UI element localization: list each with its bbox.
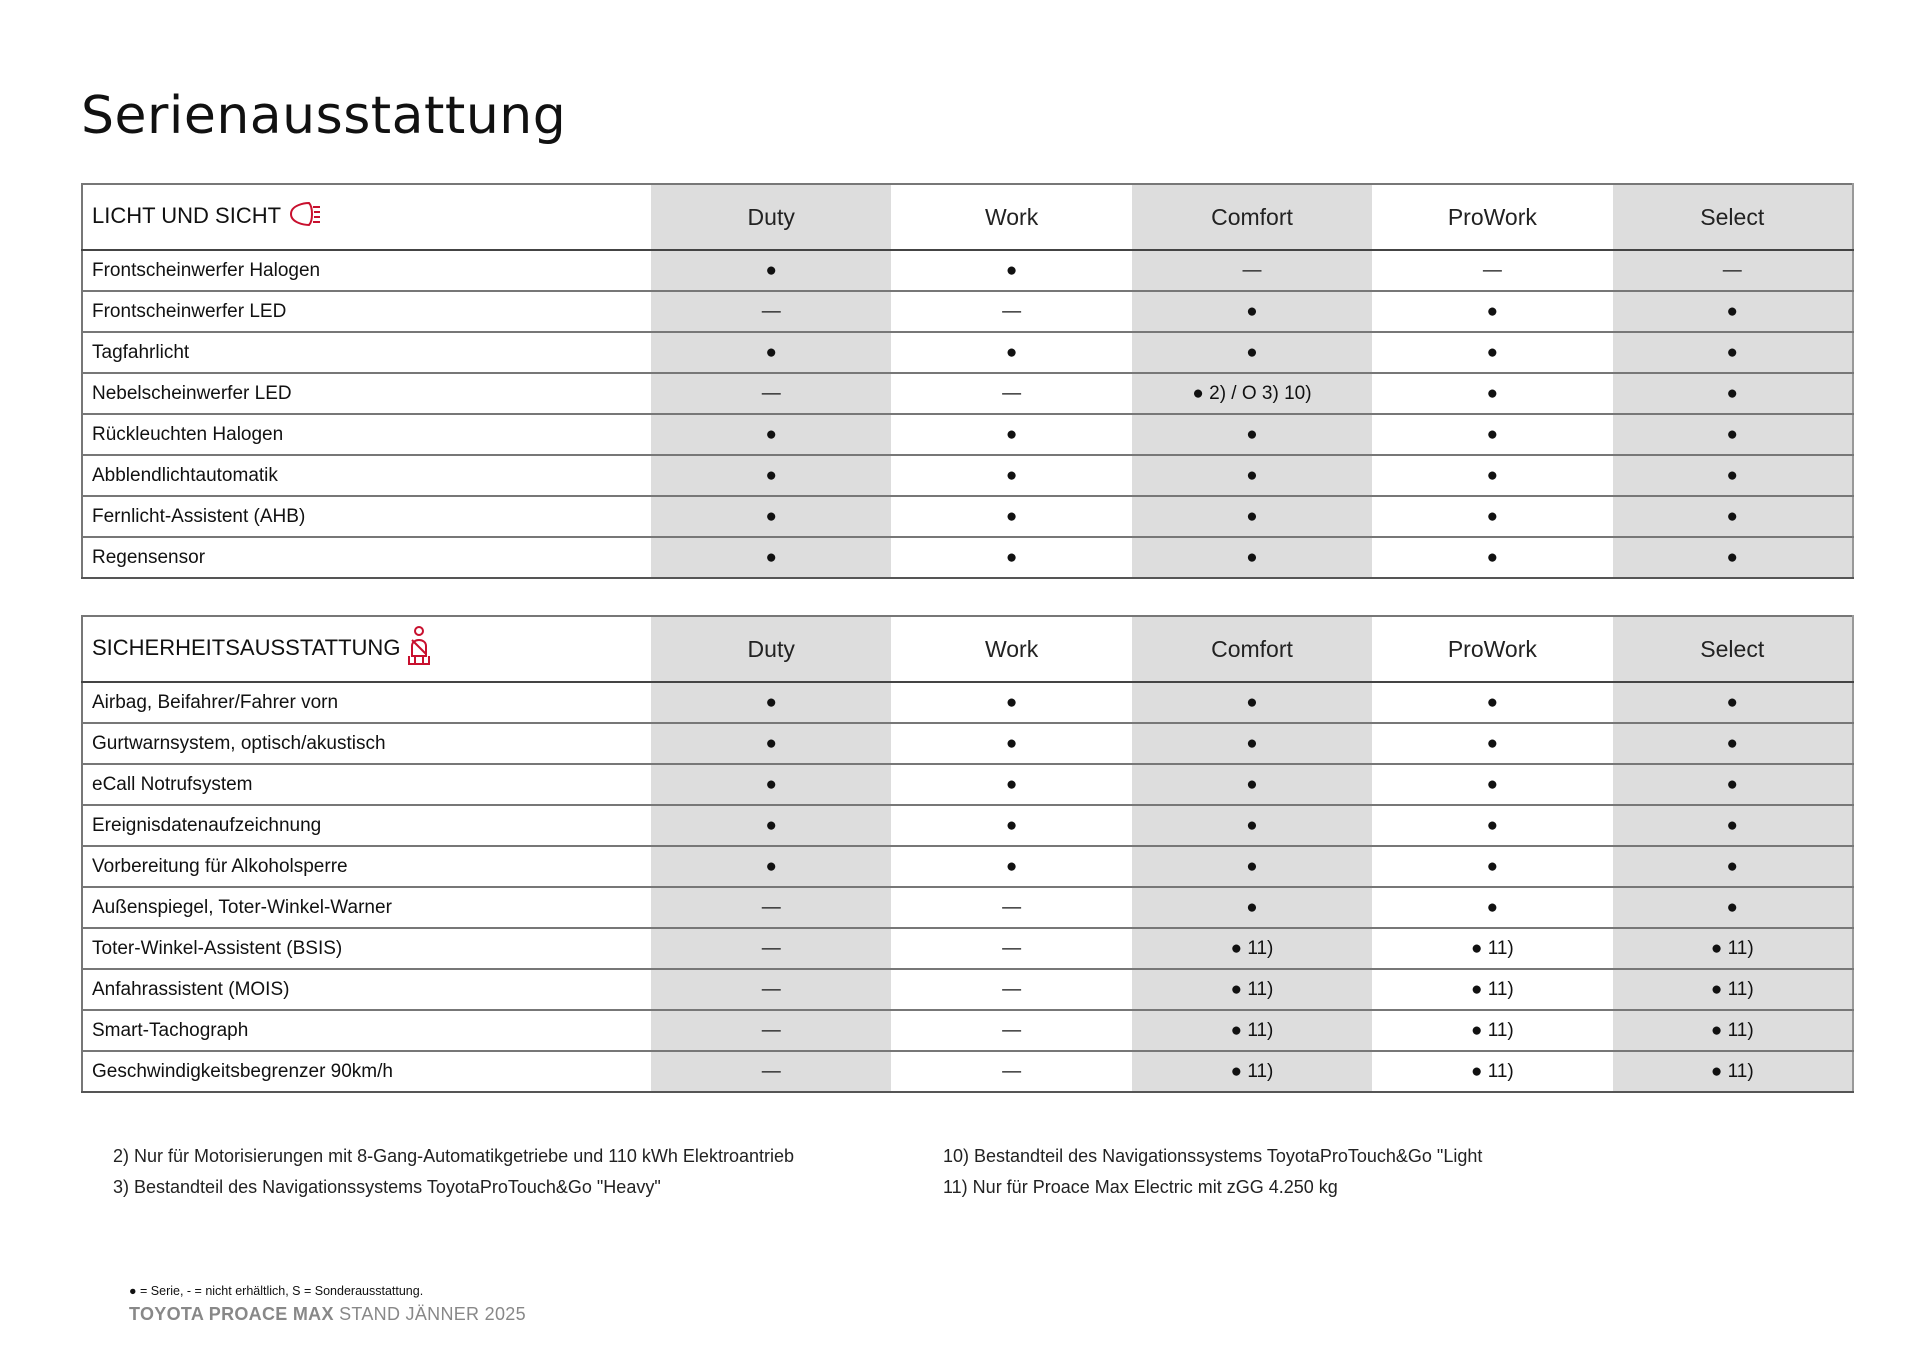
table-row	[82, 414, 1853, 455]
table-row	[82, 764, 1853, 805]
cell-select: ● 11)	[1613, 1051, 1853, 1092]
row-label: Toter-Winkel-Assistent (BSIS)	[82, 928, 651, 969]
table-row	[82, 291, 1853, 332]
brand-stand: STAND JÄNNER 2025	[333, 1304, 526, 1324]
cell-select: ●	[1613, 332, 1853, 373]
cell-duty: —	[651, 928, 891, 969]
cell-duty: —	[651, 969, 891, 1010]
cell-comfort: ●	[1132, 414, 1372, 455]
column-header-prowork: ProWork	[1372, 184, 1612, 250]
row-label: Anfahrassistent (MOIS)	[82, 969, 651, 1010]
cell-prowork: ●	[1372, 332, 1612, 373]
cell-duty: ●	[651, 537, 891, 578]
cell-select: —	[1613, 250, 1853, 291]
row-label: Rückleuchten Halogen	[82, 414, 651, 455]
cell-prowork: ●	[1372, 373, 1612, 414]
cell-work: —	[891, 928, 1131, 969]
cell-prowork: ● 11)	[1372, 928, 1612, 969]
cell-work: ●	[891, 496, 1131, 537]
cell-duty: —	[651, 373, 891, 414]
cell-select: ●	[1613, 805, 1853, 846]
cell-comfort: ● 11)	[1132, 969, 1372, 1010]
table-header-row	[82, 184, 1853, 250]
cell-work: ●	[891, 332, 1131, 373]
cell-work: —	[891, 969, 1131, 1010]
cell-select: ●	[1613, 496, 1853, 537]
table-row	[82, 846, 1853, 887]
cell-work: ●	[891, 846, 1131, 887]
cell-work: —	[891, 1051, 1131, 1092]
table-row	[82, 1051, 1853, 1092]
row-label: Außenspiegel, Toter-Winkel-Warner	[82, 887, 651, 928]
cell-duty: ●	[651, 723, 891, 764]
cell-select: ●	[1613, 764, 1853, 805]
table-row	[82, 887, 1853, 928]
table-row	[82, 682, 1853, 723]
cell-comfort: ●	[1132, 805, 1372, 846]
cell-prowork: ● 11)	[1372, 1051, 1612, 1092]
cell-comfort: ●	[1132, 291, 1372, 332]
cell-comfort: ●	[1132, 887, 1372, 928]
cell-prowork: ●	[1372, 723, 1612, 764]
table-row	[82, 1010, 1853, 1051]
brand-footer	[129, 1304, 526, 1325]
spec-table-licht-und-sicht	[81, 183, 1854, 579]
cell-work: ●	[891, 682, 1131, 723]
cell-work: ●	[891, 723, 1131, 764]
cell-select: ●	[1613, 373, 1853, 414]
cell-comfort: ●	[1132, 682, 1372, 723]
table-row	[82, 373, 1853, 414]
cell-duty: ●	[651, 496, 891, 537]
column-header-prowork: ProWork	[1372, 616, 1612, 682]
table-header-row	[82, 616, 1853, 682]
cell-select: ●	[1613, 455, 1853, 496]
footnote-3: 3) Bestandteil des Navigationssystems ToyotaProTouch&Go "Heavy"	[113, 1177, 661, 1197]
cell-comfort: ●	[1132, 455, 1372, 496]
table-row	[82, 332, 1853, 373]
table-row	[82, 969, 1853, 1010]
cell-comfort: ●	[1132, 723, 1372, 764]
cell-prowork: ● 11)	[1372, 1010, 1612, 1051]
cell-prowork: ●	[1372, 805, 1612, 846]
cell-duty: ●	[651, 805, 891, 846]
spec-table-sicherheitsausstattung	[81, 615, 1854, 1093]
cell-duty: —	[651, 1051, 891, 1092]
row-label: Geschwindigkeitsbegrenzer 90km/h	[82, 1051, 651, 1092]
table-row	[82, 455, 1853, 496]
row-label: Tagfahrlicht	[82, 332, 651, 373]
cell-select: ● 11)	[1613, 1010, 1853, 1051]
cell-duty: ●	[651, 414, 891, 455]
footnote-11: 11) Nur für Proace Max Electric mit zGG 4.250 kg	[943, 1177, 1338, 1197]
headlight-icon	[287, 201, 321, 233]
cell-prowork: ●	[1372, 455, 1612, 496]
table-row	[82, 496, 1853, 537]
cell-select: ● 11)	[1613, 969, 1853, 1010]
row-label: Fernlicht-Assistent (AHB)	[82, 496, 651, 537]
cell-select: ●	[1613, 682, 1853, 723]
row-label: Abblendlichtautomatik	[82, 455, 651, 496]
cell-comfort: ●	[1132, 332, 1372, 373]
cell-work: ●	[891, 414, 1131, 455]
cell-work: —	[891, 887, 1131, 928]
cell-work: ●	[891, 250, 1131, 291]
row-label: Vorbereitung für Alkoholsperre	[82, 846, 651, 887]
column-header-select: Select	[1613, 616, 1853, 682]
footnote-2: 2) Nur für Motorisierungen mit 8-Gang-Automatikgetriebe und 110 kWh Elektroantrieb	[113, 1146, 794, 1166]
cell-work: —	[891, 1010, 1131, 1051]
cell-work: —	[891, 373, 1131, 414]
row-label: Regensensor	[82, 537, 651, 578]
cell-comfort: ●	[1132, 846, 1372, 887]
cell-comfort: ●	[1132, 764, 1372, 805]
seatbelt-icon	[406, 626, 432, 672]
row-label: Airbag, Beifahrer/Fahrer vorn	[82, 682, 651, 723]
cell-duty: ●	[651, 682, 891, 723]
cell-comfort: ●	[1132, 496, 1372, 537]
row-label: Smart-Tachograph	[82, 1010, 651, 1051]
cell-duty: —	[651, 291, 891, 332]
row-label: Gurtwarnsystem, optisch/akustisch	[82, 723, 651, 764]
table-row	[82, 250, 1853, 291]
legend: ● = Serie, - = nicht erhältlich, S = Sonderausstattung.	[129, 1284, 424, 1298]
cell-prowork: ●	[1372, 291, 1612, 332]
cell-select: ●	[1613, 414, 1853, 455]
column-header-comfort: Comfort	[1132, 184, 1372, 250]
cell-select: ●	[1613, 291, 1853, 332]
cell-duty: ●	[651, 250, 891, 291]
cell-comfort: —	[1132, 250, 1372, 291]
cell-comfort: ●	[1132, 537, 1372, 578]
page-title: Serienausstattung	[81, 86, 567, 146]
cell-prowork: ●	[1372, 764, 1612, 805]
row-label: Frontscheinwerfer LED	[82, 291, 651, 332]
cell-duty: —	[651, 887, 891, 928]
cell-prowork: ● 11)	[1372, 969, 1612, 1010]
section-title: LICHT UND SICHT	[92, 202, 282, 228]
cell-work: ●	[891, 537, 1131, 578]
brand-name: TOYOTA PROACE MAX	[129, 1304, 334, 1324]
cell-duty: ●	[651, 764, 891, 805]
cell-prowork: —	[1372, 250, 1612, 291]
cell-comfort: ● 11)	[1132, 1051, 1372, 1092]
cell-select: ●	[1613, 887, 1853, 928]
section-title: SICHERHEITSAUSSTATTUNG	[92, 634, 401, 660]
cell-prowork: ●	[1372, 682, 1612, 723]
cell-work: ●	[891, 805, 1131, 846]
section-heading	[82, 616, 651, 682]
cell-prowork: ●	[1372, 537, 1612, 578]
cell-work: ●	[891, 764, 1131, 805]
cell-duty: ●	[651, 455, 891, 496]
cell-prowork: ●	[1372, 496, 1612, 537]
cell-comfort: ● 11)	[1132, 1010, 1372, 1051]
cell-select: ● 11)	[1613, 928, 1853, 969]
table-row	[82, 723, 1853, 764]
cell-prowork: ●	[1372, 414, 1612, 455]
cell-duty: ●	[651, 332, 891, 373]
cell-prowork: ●	[1372, 846, 1612, 887]
cell-comfort: ● 11)	[1132, 928, 1372, 969]
row-label: Nebelscheinwerfer LED	[82, 373, 651, 414]
cell-select: ●	[1613, 537, 1853, 578]
table-row	[82, 537, 1853, 578]
cell-work: ●	[891, 455, 1131, 496]
footnote-10: 10) Bestandteil des Navigationssystems ToyotaProTouch&Go "Light	[943, 1146, 1483, 1166]
cell-duty: —	[651, 1010, 891, 1051]
cell-comfort: ● 2) / O 3) 10)	[1132, 373, 1372, 414]
cell-select: ●	[1613, 723, 1853, 764]
column-header-duty: Duty	[651, 184, 891, 250]
row-label: Frontscheinwerfer Halogen	[82, 250, 651, 291]
cell-select: ●	[1613, 846, 1853, 887]
cell-prowork: ●	[1372, 887, 1612, 928]
column-header-work: Work	[891, 184, 1131, 250]
column-header-work: Work	[891, 616, 1131, 682]
cell-work: —	[891, 291, 1131, 332]
table-row	[82, 805, 1853, 846]
table-row	[82, 928, 1853, 969]
row-label: Ereignisdatenaufzeichnung	[82, 805, 651, 846]
section-heading	[82, 184, 651, 250]
cell-duty: ●	[651, 846, 891, 887]
row-label: eCall Notrufsystem	[82, 764, 651, 805]
column-header-select: Select	[1613, 184, 1853, 250]
column-header-duty: Duty	[651, 616, 891, 682]
column-header-comfort: Comfort	[1132, 616, 1372, 682]
